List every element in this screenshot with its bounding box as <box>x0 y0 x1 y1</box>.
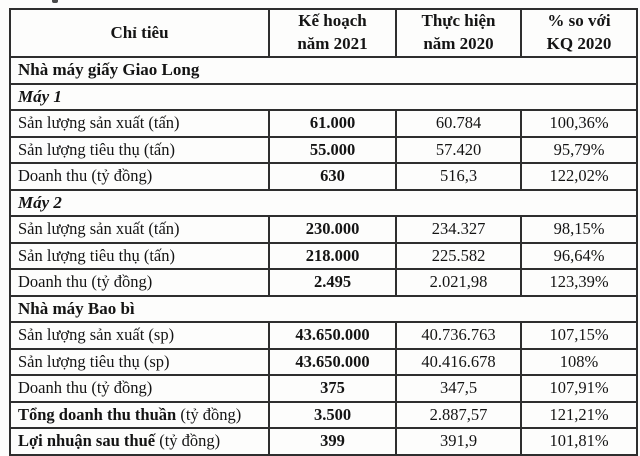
subsection-label: Máy 1 <box>10 84 637 111</box>
plan-2021-value: 399 <box>269 428 396 455</box>
data-row <box>10 137 637 164</box>
actual-2020-value: 2.021,98 <box>396 269 521 296</box>
pct-vs-2020-value: 122,02% <box>521 163 637 190</box>
actual-2020-value: 40.416.678 <box>396 349 521 376</box>
row-label <box>10 428 269 455</box>
plan-2021-value: 55.000 <box>269 137 396 164</box>
section-label: Nhà máy giấy Giao Long <box>10 57 637 84</box>
plan-2021-value: 61.000 <box>269 110 396 137</box>
table-header <box>10 9 637 57</box>
data-row <box>10 322 637 349</box>
section-row <box>10 57 637 84</box>
actual-2020-value: 2.887,57 <box>396 402 521 429</box>
header-row <box>10 9 637 57</box>
business-plan-table <box>9 8 638 456</box>
plan-2021-value: 43.650.000 <box>269 349 396 376</box>
data-row <box>10 216 637 243</box>
actual-2020-value: 60.784 <box>396 110 521 137</box>
plan-2021-value: 630 <box>269 163 396 190</box>
data-row <box>10 163 637 190</box>
clipped-text-artifact <box>52 0 58 3</box>
total-row <box>10 402 637 429</box>
header-plan-2021 <box>269 9 396 57</box>
row-label: Doanh thu (tỷ đồng) <box>10 375 269 402</box>
header-actual-2020 <box>396 9 521 57</box>
row-label: Sản lượng sản xuất (tấn) <box>10 110 269 137</box>
header-criteria: Chỉ tiêu <box>10 9 269 57</box>
actual-2020-value: 57.420 <box>396 137 521 164</box>
section-row <box>10 296 637 323</box>
pct-vs-2020-value: 96,64% <box>521 243 637 270</box>
actual-2020-value: 225.582 <box>396 243 521 270</box>
total-row <box>10 428 637 455</box>
header-plan-line1: Kế hoạch <box>277 10 388 33</box>
pct-vs-2020-value: 123,39% <box>521 269 637 296</box>
data-row <box>10 349 637 376</box>
data-row <box>10 269 637 296</box>
plan-2021-value: 2.495 <box>269 269 396 296</box>
actual-2020-value: 516,3 <box>396 163 521 190</box>
subsection-row <box>10 84 637 111</box>
row-label <box>10 402 269 429</box>
actual-2020-value: 391,9 <box>396 428 521 455</box>
row-label: Sản lượng sản xuất (sp) <box>10 322 269 349</box>
header-pct-vs-2020 <box>521 9 637 57</box>
row-label: Sản lượng tiêu thụ (tấn) <box>10 243 269 270</box>
subsection-label: Máy 2 <box>10 190 637 217</box>
pct-vs-2020-value: 100,36% <box>521 110 637 137</box>
plan-2021-value: 43.650.000 <box>269 322 396 349</box>
pct-vs-2020-value: 98,15% <box>521 216 637 243</box>
data-row <box>10 243 637 270</box>
pct-vs-2020-value: 107,91% <box>521 375 637 402</box>
row-label-strong: Tổng doanh thu thuần <box>18 405 176 424</box>
plan-2021-value: 3.500 <box>269 402 396 429</box>
row-label: Doanh thu (tỷ đồng) <box>10 163 269 190</box>
row-label-unit: (tỷ đồng) <box>155 431 220 450</box>
pct-vs-2020-value: 121,21% <box>521 402 637 429</box>
header-pct-line1: % so với <box>529 10 629 33</box>
pct-vs-2020-value: 95,79% <box>521 137 637 164</box>
row-label: Sản lượng tiêu thụ (tấn) <box>10 137 269 164</box>
actual-2020-value: 234.327 <box>396 216 521 243</box>
row-label: Doanh thu (tỷ đồng) <box>10 269 269 296</box>
header-plan-line2: năm 2021 <box>277 33 388 56</box>
pct-vs-2020-value: 108% <box>521 349 637 376</box>
header-actual-line1: Thực hiện <box>404 10 513 33</box>
plan-2021-value: 218.000 <box>269 243 396 270</box>
plan-2021-value: 230.000 <box>269 216 396 243</box>
actual-2020-value: 40.736.763 <box>396 322 521 349</box>
subsection-row <box>10 190 637 217</box>
pct-vs-2020-value: 101,81% <box>521 428 637 455</box>
actual-2020-value: 347,5 <box>396 375 521 402</box>
row-label: Sản lượng sản xuất (tấn) <box>10 216 269 243</box>
pct-vs-2020-value: 107,15% <box>521 322 637 349</box>
row-label: Sản lượng tiêu thụ (sp) <box>10 349 269 376</box>
header-pct-line2: KQ 2020 <box>529 33 629 56</box>
data-row <box>10 110 637 137</box>
row-label-strong: Lợi nhuận sau thuế <box>18 431 155 450</box>
header-actual-line2: năm 2020 <box>404 33 513 56</box>
data-row <box>10 375 637 402</box>
row-label-unit: (tỷ đồng) <box>176 405 241 424</box>
section-label: Nhà máy Bao bì <box>10 296 637 323</box>
table-body <box>10 57 637 455</box>
plan-2021-value: 375 <box>269 375 396 402</box>
